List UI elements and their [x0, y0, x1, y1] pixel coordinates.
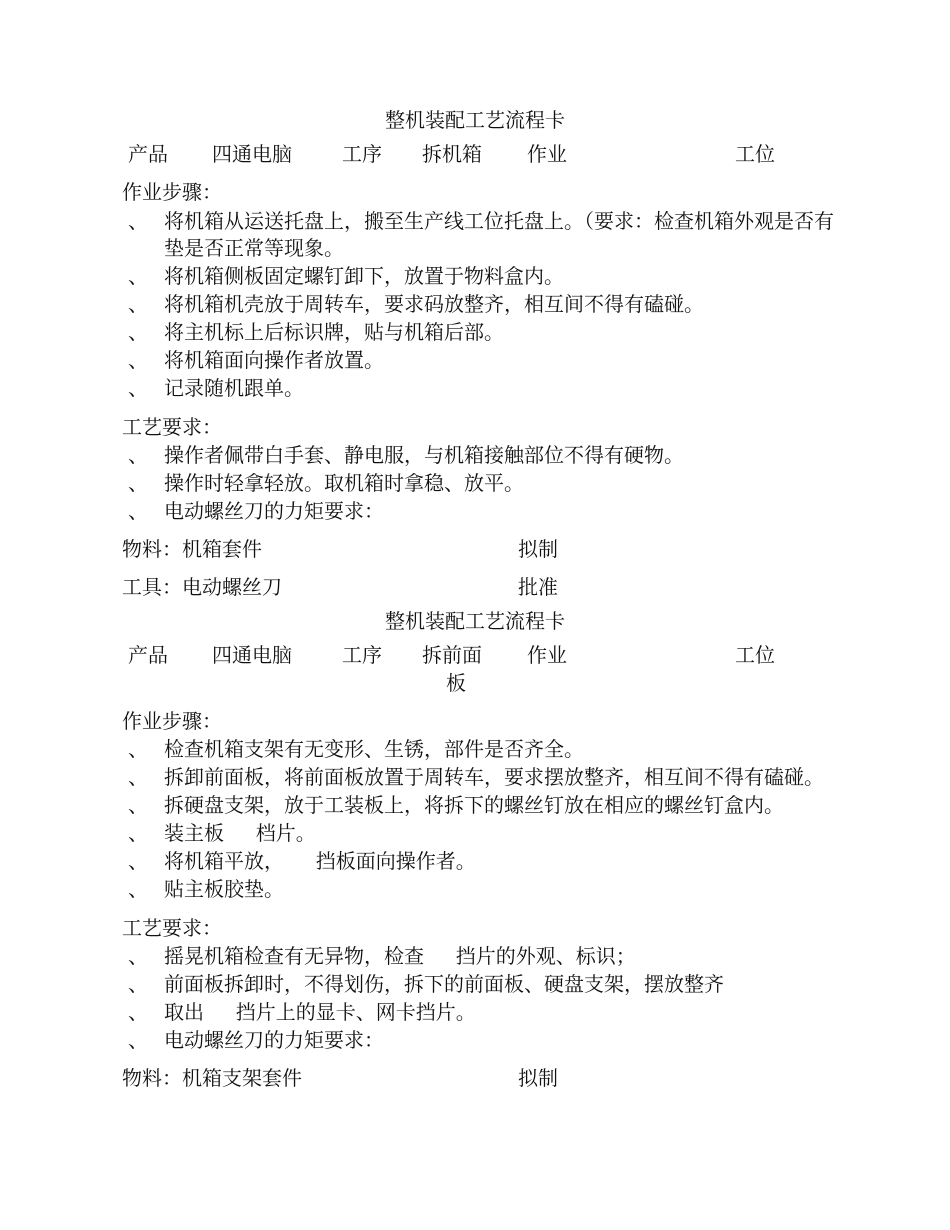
operation-label: 作业 [527, 142, 567, 166]
station-label: 工位 [735, 643, 775, 667]
steps-heading: 作业步骤： [122, 709, 222, 733]
list-item [128, 735, 584, 763]
list-item [128, 819, 316, 847]
bullet: 、 [128, 471, 148, 495]
requirement-text: 电动螺丝刀的力矩要求： [164, 499, 384, 523]
card1-title: 整机装配工艺流程卡 [385, 108, 565, 132]
list-item [128, 318, 504, 346]
step-text: 贴主板胶垫。 [164, 877, 284, 901]
requirement-text: 取出 挡片上的显卡、网卡挡片。 [164, 1000, 476, 1024]
list-item [128, 207, 834, 235]
requirement-text: 摇晃机箱检查有无异物，检查 挡片的外观、标识； [164, 944, 636, 968]
bullet: 、 [128, 209, 148, 233]
requirement-text: 操作者佩带白手套、静电服，与机箱接触部位不得有硬物。 [164, 443, 684, 467]
draft-label: 拟制 [518, 1066, 558, 1090]
bullet: 、 [128, 765, 148, 789]
list-item [128, 374, 304, 402]
tool-line: 工具：电动螺丝刀 [122, 575, 282, 599]
approve-label: 批准 [518, 575, 558, 599]
steps-heading: 作业步骤： [122, 180, 222, 204]
process-value-wrap: 板 [446, 671, 466, 695]
bullet: 、 [128, 793, 148, 817]
list-item [128, 791, 784, 819]
list-item [128, 262, 564, 290]
list-item [128, 998, 476, 1026]
step-text: 记录随机跟单。 [164, 376, 304, 400]
list-item [128, 847, 476, 875]
requirement-text: 操作时轻拿轻放。取机箱时拿稳、放平。 [164, 471, 524, 495]
step-text: 将机箱面向操作者放置。 [164, 348, 384, 372]
list-item [128, 942, 636, 970]
step-text: 将机箱从运送托盘上，搬至生产线工位托盘上。（要求：检查机箱外观是否有 [164, 209, 834, 233]
step-continuation: 垫是否正常等现象。 [164, 236, 344, 260]
card2-title: 整机装配工艺流程卡 [385, 609, 565, 633]
bullet: 、 [128, 737, 148, 761]
list-item [128, 441, 684, 469]
bullet: 、 [128, 877, 148, 901]
bullet: 、 [128, 376, 148, 400]
operation-label: 作业 [527, 643, 567, 667]
bullet: 、 [128, 1000, 148, 1024]
process-value: 拆机箱 [422, 142, 482, 166]
bullet: 、 [128, 1028, 148, 1052]
list-item [128, 970, 724, 998]
list-item [128, 290, 704, 318]
requirements-heading: 工艺要求： [122, 415, 222, 439]
station-label: 工位 [735, 142, 775, 166]
list-item [128, 346, 384, 374]
list-item [128, 497, 384, 525]
bullet: 、 [128, 264, 148, 288]
step-text: 检查机箱支架有无变形、生锈，部件是否齐全。 [164, 737, 584, 761]
list-item [128, 469, 524, 497]
step-text: 将机箱机壳放于周转车，要求码放整齐，相互间不得有磕碰。 [164, 292, 704, 316]
requirement-text: 前面板拆卸时，不得划伤，拆下的前面板、硬盘支架，摆放整齐 [164, 972, 724, 996]
list-item [128, 763, 824, 791]
step-text: 装主板 档片。 [164, 821, 316, 845]
process-label: 工序 [342, 643, 382, 667]
step-text: 将主机标上后标识牌，贴与机箱后部。 [164, 320, 504, 344]
list-item [128, 1026, 384, 1054]
requirements-heading: 工艺要求： [122, 916, 222, 940]
bullet: 、 [128, 944, 148, 968]
bullet: 、 [128, 499, 148, 523]
product-value: 四通电脑 [212, 643, 292, 667]
step-text: 将机箱侧板固定螺钉卸下，放置于物料盒内。 [164, 264, 564, 288]
process-label: 工序 [342, 142, 382, 166]
process-value: 拆前面 [422, 643, 482, 667]
bullet: 、 [128, 292, 148, 316]
product-label: 产品 [128, 142, 168, 166]
product-label: 产品 [128, 643, 168, 667]
bullet: 、 [128, 443, 148, 467]
bullet: 、 [128, 320, 148, 344]
requirement-text: 电动螺丝刀的力矩要求： [164, 1028, 384, 1052]
bullet: 、 [128, 821, 148, 845]
bullet: 、 [128, 348, 148, 372]
draft-label: 拟制 [518, 537, 558, 561]
product-value: 四通电脑 [212, 142, 292, 166]
step-text: 拆卸前面板，将前面板放置于周转车，要求摆放整齐，相互间不得有磕碰。 [164, 765, 824, 789]
step-text: 拆硬盘支架，放于工装板上，将拆下的螺丝钉放在相应的螺丝钉盒内。 [164, 793, 784, 817]
bullet: 、 [128, 972, 148, 996]
material-line: 物料：机箱支架套件 [122, 1066, 302, 1090]
list-item [128, 875, 284, 903]
material-line: 物料：机箱套件 [122, 537, 262, 561]
bullet: 、 [128, 849, 148, 873]
step-text: 将机箱平放， 挡板面向操作者。 [164, 849, 476, 873]
